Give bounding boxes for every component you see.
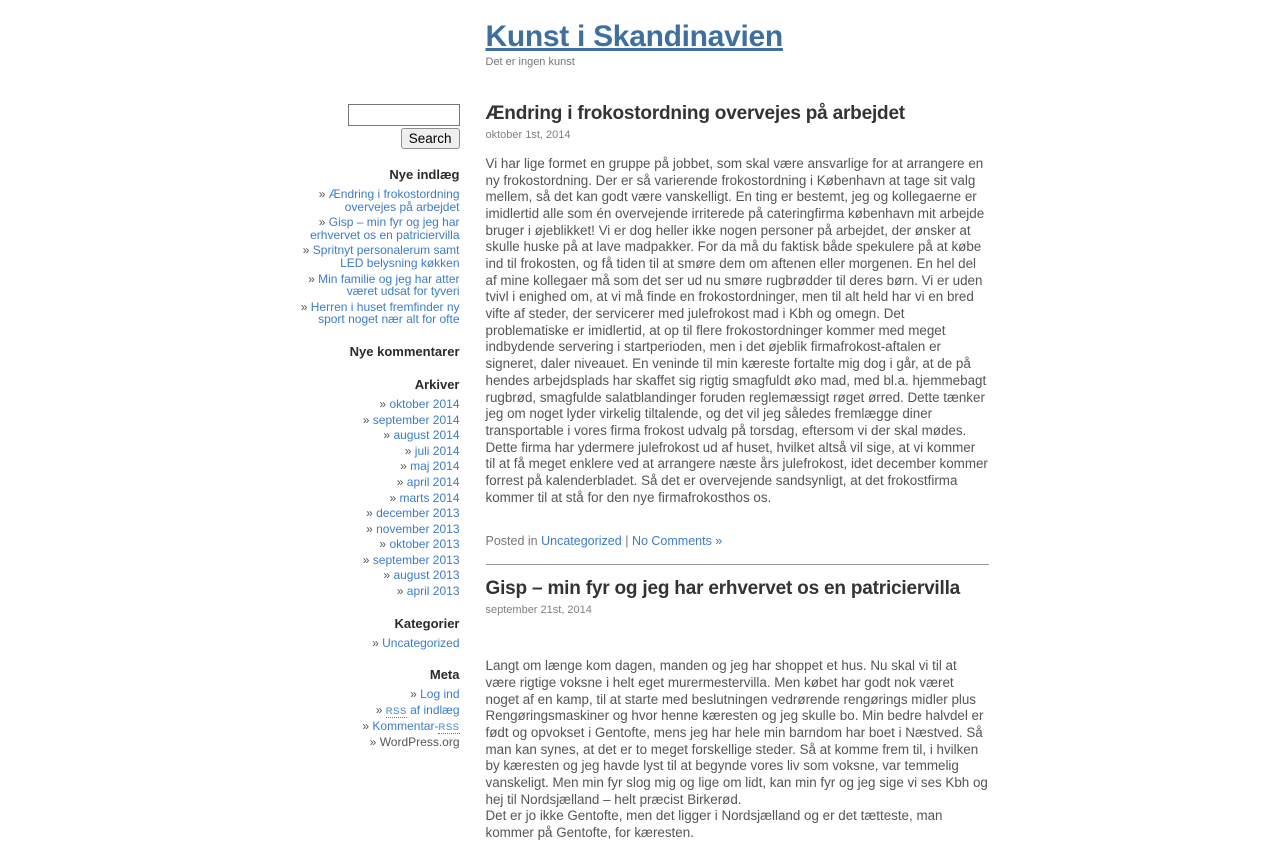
widget-heading-recent: Nye indlæg bbox=[389, 167, 460, 182]
list-item bbox=[292, 460, 460, 473]
post-paragraph: Det er jo ikke Gentofte, men det ligger i Nordsjælland og er det tætteste, man kommer på Gentofte, for kæresten. bbox=[485, 808, 943, 841]
post-category-link[interactable]: Uncategorized bbox=[541, 534, 622, 549]
archive-link[interactable]: august 2013 bbox=[393, 568, 460, 583]
recent-post-link[interactable]: Herren i huset fremfinder ny sport noget nær alt for ofte bbox=[310, 299, 460, 327]
recent-post-link[interactable]: Spritnyt personalerum samt LED belysning køkken bbox=[312, 243, 460, 270]
post-divider bbox=[486, 564, 989, 565]
list-item bbox=[292, 492, 460, 505]
widget-meta bbox=[292, 667, 460, 748]
post-body bbox=[486, 156, 989, 506]
list-item bbox=[292, 688, 460, 701]
recent-post-link[interactable]: Min familie og jeg har atter været udsat for tyveri bbox=[318, 271, 460, 299]
archive-link[interactable]: april 2014 bbox=[406, 474, 460, 489]
post bbox=[486, 579, 989, 841]
widget-heading-comments: Nye kommentarer bbox=[349, 343, 460, 359]
widget-categories bbox=[292, 616, 460, 650]
post-comments-link[interactable]: No Comments » bbox=[631, 534, 723, 549]
posted-in-label: Posted in bbox=[485, 534, 538, 549]
list-item bbox=[292, 720, 460, 733]
list-item bbox=[292, 507, 460, 520]
list-item bbox=[292, 704, 460, 717]
main-layout bbox=[292, 104, 989, 842]
post-date: oktober 1st, 2014 bbox=[485, 128, 571, 141]
meta-list bbox=[292, 688, 460, 748]
widget-heading-categories: Kategorier bbox=[394, 615, 460, 631]
search-input[interactable] bbox=[348, 104, 460, 126]
recent-posts-list bbox=[292, 188, 460, 326]
list-item bbox=[292, 244, 460, 269]
post-paragraph: Vi har lige formet en gruppe på jobbet, som skal være ansvarlige for at arrangere en ny frokostordning. Der er så varierende frokostordning i København at tage sit valg mellem, så det kan godt være vanskelligt. En ting er bestemt, jeg og kollegaerne er imidlertid alle som én overvejende irriterede på cateringfirma københavn mit arbejde bruger i øjeblikket! Vi er dog heller ikke nogen personer på arbejdet, der ønsker at skulle huske på at lave madpakker. For da må du faktisk både spekulere på at købe ind til frokosten, og få tiden til at smøre dem om aftenen eller morgenen. En hel del af mine kollegaer må som det ser ud nu smøre rugbrødder til deres børn. Vi er uden tvivl i enighed om, at vi må finde en frokostordninger, men til alt held har vi en bred vifte af steder, der servicerer med julefrokost mad i Kbh og omegn. Det problematiske er imidlertid, at op til flere frokostordninger kommer med meget indbydende servering i startperioden, men i det øjeblik firmafrokost-aftalen er signeret, daler niveauet. En veninde til min kæreste fortalte mig dog i går, at de på hendes arbejdsplads har skaffet sig rigtig smagfuldt øko mad, med bl.a. hjemmebagt rugbrød, smagfulde salatblandinger foruden reglemæssigt røget ørred. Dette tænker jeg om noget lyder virkelig tiltalende, og det vil jeg således fremlægge diner transportable i vores firma frokost udvalg på torsdag, eftersom vi der skal mødes. Dette firma har ydermere julefrokost ud af huset, hvilket altså vil sige, at vi kommer til at få meget enklere ved at arrangere næste års julefrokost, idet december kommer forrest på kalenderbladet. Så det er overvejende sandsynligt, at det frokostfirma kommer til at stå for den nye firmafrokosthos os. bbox=[485, 155, 988, 505]
list-item bbox=[292, 398, 460, 411]
archive-link[interactable]: august 2014 bbox=[393, 428, 460, 443]
post-title bbox=[486, 579, 989, 600]
widget-recent-posts bbox=[292, 167, 460, 326]
archive-link[interactable]: marts 2014 bbox=[399, 490, 460, 505]
site-tagline: Det er ingen kunst bbox=[485, 56, 575, 68]
meta-comment-rss-link[interactable] bbox=[372, 719, 459, 733]
meta-rss-link[interactable] bbox=[386, 703, 460, 717]
post-title-link[interactable]: Gisp – min fyr og jeg har erhvervet os en patriciervilla bbox=[485, 578, 961, 600]
list-item bbox=[292, 216, 460, 241]
list-item bbox=[292, 301, 460, 326]
search-button[interactable]: Search bbox=[401, 128, 460, 149]
content-column bbox=[486, 104, 989, 842]
site-title-link[interactable]: Kunst i Skandinavien bbox=[485, 20, 783, 53]
widget-heading-archives: Arkiver bbox=[414, 376, 460, 392]
post-title-link[interactable]: Ændring i frokostordning overvejes på arbejdet bbox=[485, 103, 905, 124]
list-item bbox=[292, 569, 460, 582]
meta-rss-label: af indlæg bbox=[406, 702, 460, 717]
site-header bbox=[486, 0, 989, 68]
list-item bbox=[292, 523, 460, 536]
meta-wordpress-link[interactable]: WordPress.org bbox=[379, 734, 460, 749]
list-item bbox=[292, 429, 460, 442]
post-paragraph: Langt om længe kom dagen, manden og jeg har shoppet et hus. Nu skal vi til at være rigtige voksne i helt eget murermestervilla. Men købet har godt nok været noget af en kamp, til at starte med beslutningen vedrørende rengørings midler plus Rengøringsmaskiner og hvor henne kæresten og jeg skulle bo. Min bedre halvdel er født og opvokset i Gentofte, mens jeg har hele min barndom har boet i Næstved. Så man kan synes, at det er to meget forskellige steder. Så at komme frem til, i hvilken by kæresten og jeg havde lyst til at begynde vores liv som voksne, var temmelig vanskeligt. Men min fyr slog mig og lige om lidt, kan min fyr og jeg sige vi ses Kbh og hej til Nordsjælland – helt præcist Birkerød. bbox=[485, 658, 988, 807]
post-body bbox=[486, 658, 989, 842]
rss-abbr: RSS bbox=[438, 721, 460, 733]
list-item bbox=[292, 637, 460, 650]
archives-list bbox=[292, 398, 460, 598]
widget-heading-meta: Meta bbox=[429, 667, 460, 683]
list-item bbox=[292, 554, 460, 567]
archive-link[interactable]: september 2013 bbox=[372, 552, 460, 567]
archive-link[interactable]: maj 2014 bbox=[410, 459, 460, 474]
footer-separator: | bbox=[625, 534, 629, 549]
widget-recent-comments bbox=[292, 344, 460, 359]
list-item bbox=[292, 538, 460, 551]
categories-list bbox=[292, 637, 460, 650]
meta-comment-rss-label: Kommentar- bbox=[372, 718, 439, 733]
post-footer bbox=[486, 534, 989, 548]
rss-abbr: RSS bbox=[385, 705, 407, 717]
recent-post-link[interactable]: Gisp – min fyr og jeg har erhvervet os en patriciervilla bbox=[310, 215, 460, 242]
widget-archives bbox=[292, 377, 460, 598]
search-form bbox=[292, 104, 460, 149]
page-container bbox=[292, 0, 989, 842]
category-link[interactable]: Uncategorized bbox=[382, 635, 460, 650]
recent-post-link[interactable]: Ændring i frokostordning overvejes på arbejdet bbox=[328, 187, 460, 214]
post bbox=[486, 104, 989, 548]
archive-link[interactable]: november 2013 bbox=[376, 521, 460, 536]
archive-link[interactable]: december 2013 bbox=[376, 506, 460, 521]
list-item bbox=[292, 476, 460, 489]
list-item bbox=[292, 736, 460, 749]
sidebar bbox=[292, 104, 460, 842]
list-item bbox=[292, 188, 460, 213]
archive-link[interactable]: september 2014 bbox=[372, 412, 460, 427]
archive-link[interactable]: oktober 2014 bbox=[389, 396, 460, 411]
list-item bbox=[292, 414, 460, 427]
archive-link[interactable]: april 2013 bbox=[406, 584, 460, 599]
meta-login-link[interactable]: Log ind bbox=[420, 687, 460, 702]
list-item bbox=[292, 445, 460, 458]
list-item bbox=[292, 273, 460, 298]
post-date: september 21st, 2014 bbox=[485, 604, 592, 617]
archive-link[interactable]: juli 2014 bbox=[414, 443, 460, 458]
archive-link[interactable]: oktober 2013 bbox=[389, 537, 460, 552]
list-item bbox=[292, 585, 460, 598]
post-title bbox=[486, 104, 989, 125]
